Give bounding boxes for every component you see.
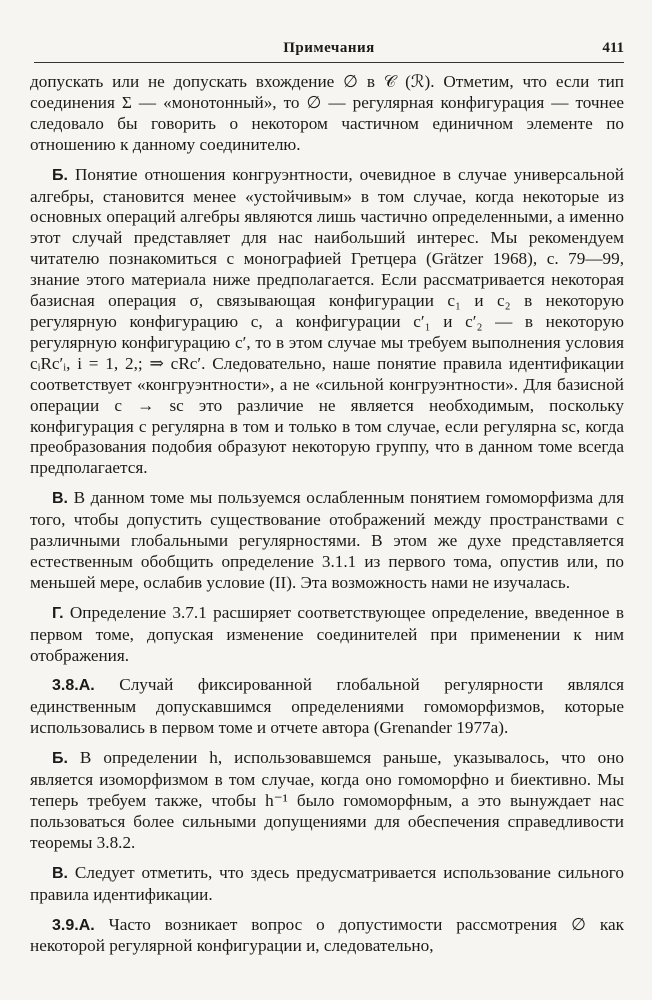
paragraph-text: Определение 3.7.1 расширяет соответствующее определение, введенное в первом томе, допуская изменение соединителей при применении к ним отображения. (30, 602, 624, 665)
paragraph-continuation (30, 72, 624, 156)
section-title: Примечания (283, 40, 375, 56)
paragraph-text: допускать или не допускать вхождение ∅ в 𝒞 (ℛ). Отметим, что если тип соединения Σ — «монотонный», то ∅ — регулярная конфигурация — точнее следовало бы говорить о некотором частичном единичном элементе по отношению к данному соединителю. (30, 72, 624, 154)
paragraph-marker: Б. (52, 166, 68, 184)
paragraph-marker: В. (52, 864, 68, 882)
paragraph-marker: Б. (52, 750, 68, 768)
page-body (30, 72, 624, 957)
paragraph-3-8-b (30, 748, 624, 854)
paragraph-text: Следует отметить, что здесь предусматривается использование сильного правила идентификации. (30, 862, 624, 904)
paragraph-g-definition (30, 603, 624, 667)
paragraph-v-homomorphism (30, 488, 624, 594)
paragraph-text: Часто возникает вопрос о допустимости рассмотрения ∅ как некоторой регулярной конфигурации и, следовательно, (30, 914, 624, 956)
paragraph-b-congruence (30, 165, 624, 480)
paragraph-text: Понятие отношения конгруэнтности, очевидное в случае универсальной алгебры, становится менее «устойчивым» в том случае, когда некоторые из основных операций алгебры являются лишь частично определенными, а именно этот случай представляет для нас наибольший интерес. Мы рекомендуем читателю познакомиться с монографией Гретцера (Grätzer 1968), с. 79—99, знание этого материала ниже предполагается. Если рассматривается некоторая базисная операция σ, связывающая конфигурации c₁ и c₂ в некоторую регулярную конфигурацию c, а конфигурации c′₁ и c′₂ — в некоторую регулярную конфигурацию c′, то в этом случае мы требуем выполнения условия cᵢRc′ᵢ, i = 1, 2,; ⇒ cRc′. Следовательно, наше понятие правила идентификации соответствует «конгруэнтности», а не «сильной конгруэнтности». Для базисной операции c → sc это различие не является необходимым, поскольку конфигурация c регулярна в том и только в том случае, если регулярна sc, когда преобразования подобия образуют некоторую группу, что в данном томе всегда предполагается. (30, 164, 625, 478)
paragraph-text: Случай фиксированной глобальной регулярности являлся единственным допускавшимся определениями гомоморфизмов, которые использовались в первом томе и отчете автора (Grenander 1977a). (30, 675, 624, 738)
paragraph-text: В определении h, использовавшемся раньше, указывалось, что оно является изоморфизмом в том случае, когда оно гомоморфно и биективно. Мы теперь требуем также, чтобы h⁻¹ было гомоморфным, а это вынуждает нас пользоваться более сильными допущениями для обеспечения справедливости теоремы 3.8.2. (30, 748, 624, 852)
paragraph-marker: Г. (52, 604, 64, 622)
paragraph-text: В данном томе мы пользуемся ослабленным понятием гомоморфизма для того, чтобы допустить существование отображений между пространствами с различными глобальными регулярностями. В этом же духе представляется естественным обобщить определение 3.1.1 из первого тома, опустив или, по меньшей мере, ослабив условие (II). Эта возможность нами не изучалась. (30, 488, 624, 592)
paragraph-3-8-v (30, 863, 624, 906)
paragraph-marker: В. (52, 490, 68, 508)
running-header (34, 38, 624, 63)
page-number: 411 (602, 40, 624, 56)
paragraph-marker: 3.9.А. (52, 916, 95, 934)
paragraph-3-9-a (30, 915, 624, 958)
paragraph-marker: 3.8.А. (52, 677, 95, 695)
paragraph-3-8-a (30, 675, 624, 739)
